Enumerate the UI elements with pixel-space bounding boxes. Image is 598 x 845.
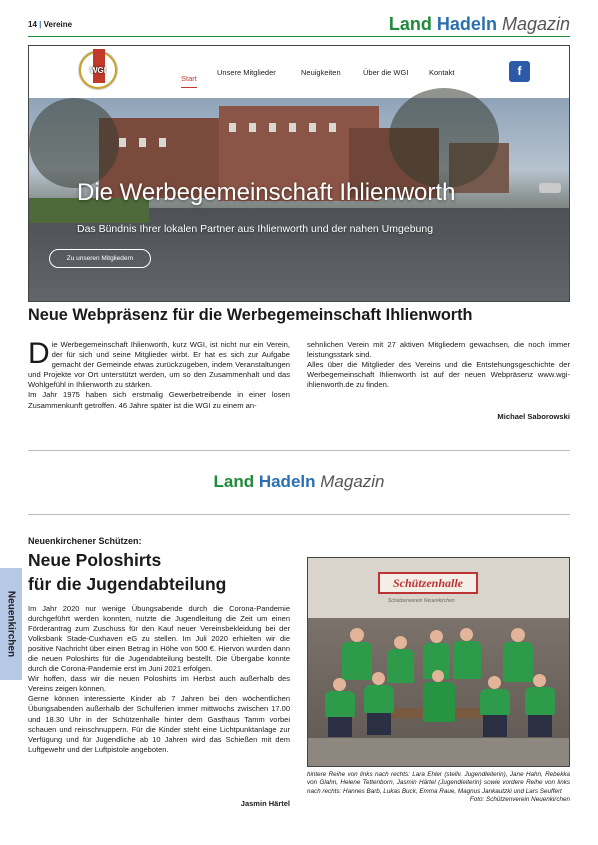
page-header: 14 | Vereine (28, 20, 73, 29)
website-screenshot (28, 45, 570, 302)
article1-col1 (28, 337, 290, 411)
site-logo-text: WGI (90, 66, 106, 75)
article1-para3: sehnlichen Verein mit 27 aktiven Mitgliedern gewachsen, die noch immer leistungsstark sind. (307, 340, 570, 360)
section-label: Vereine (43, 20, 73, 29)
side-tab-label: Neuenkirchen (5, 590, 17, 658)
side-tab (0, 568, 22, 680)
page-number: 14 (28, 20, 37, 29)
header-logo (389, 14, 570, 35)
logo-land: Land (388, 14, 432, 34)
divider-top (28, 450, 570, 451)
photo-caption: hintere Reihe von links nach rechts: Lara Ehler (stellv. Jugendleiterin), Jane Hahn, Rebekka von Glahn, Helene Tettenborn, Jasmin Härtel (Jugendleiterin) sowie vordere Reihe von links nach rechts: Hannes Barb, Lukas Buck, Emma Raue, Magnus Jankautzki und Lars Seuffert Foto: Schützenverein Neuenkirchen (307, 771, 570, 804)
article2-para2: Wir hoffen, dass wir die neuen Poloshirts im Herbst auch außerhalb des Vereins zeigen können. (28, 674, 290, 694)
article1-headline: Neue Webpräsenz für die Werbegemeinschaft Ihlienworth (28, 306, 473, 324)
article1-col2 (307, 340, 570, 390)
header-rule (28, 36, 570, 37)
nav-mitglieder[interactable]: Unsere Mitglieder (217, 68, 276, 77)
hero-title: Die Werbegemeinschaft Ihlienworth (77, 179, 456, 206)
article1-para1: ie Werbegemeinschaft Ihlienworth, kurz WGI, ist nicht nur ein Verein, der für sich und seine Mitglieder wirbt. Er hat es sich zur Aufgabe gemacht der Gemeinde etwas zurückzugeben, indem Veranstaltungen und Projekte vor Ort unterstützt werden, um so den Zusammenhalt und das Wohlgefühl in Ihlienworth zu stärken. (28, 340, 290, 390)
site-logo-badge (79, 51, 117, 89)
article2-para3: Gerne können interessierte Kinder ab 7 Jahren bei den wöchentlichen Übungsabenden außerhalb der Schulferien immer mittwochs zwischen 17.00 und 18.30 Uhr in der Schützenhalle hinter dem Gasthaus Tamm vorbei schauen und reinschnuppern. Für die Kinder steht eine Lichtpunktanlage zur Verfügung und für Jugendliche ab 10 Jahren wird das Schießen mit dem Luftgewehr und der Luftpistole angeboten. (28, 694, 290, 754)
middle-logo: Land Hadeln Magazin (213, 472, 385, 491)
nav-kontakt[interactable]: Kontakt (429, 68, 455, 77)
article2-headline-1: Neue Poloshirts (28, 550, 162, 570)
group-photo (307, 557, 570, 767)
article2-kicker: Neuenkirchener Schützen: (28, 536, 142, 546)
photo-sign: Schützenhalle (378, 572, 478, 594)
logo-hadeln: Hadeln (436, 14, 497, 34)
facebook-icon[interactable]: f (509, 61, 530, 82)
nav-neuigkeiten[interactable]: Neuigkeiten (301, 68, 341, 77)
hero-subtitle: Das Bündnis Ihrer lokalen Partner aus Ihlienworth und der nahen Umgebung (77, 223, 434, 235)
article1-author: Michael Saborowski (497, 412, 570, 421)
article1-para2: Im Jahr 1975 haben sich erstmalig Gewerbetreibende in einer losen Zusammenkunft getroffen. 46 Jahre später ist die WGI zu einem an- (28, 390, 290, 410)
divider-bottom (28, 514, 570, 515)
article2-para1: Im Jahr 2020 nur wenige Übungsabende durch die Corona-Pandemie durchgeführt werden konnten, nutzte die Jugendleitung die Zeit um einen Förderantrag zum Zuschuss für den Kauf neuer Vereinsbekleidung bei der Volksbank Stade-Cuxhaven eG zu stellen. Im Juli 2020 erhielten wir die positive Nachricht über einen Betrag in Höhe von 500 €. Hiervon wurden dann die neuen Poloshirts für die Jugendabteilung bestellt. Die Übergabe konnte durch die Corona-Pandemie erst im Juni 2021 erfolgen. (28, 604, 290, 674)
hero-cta-button[interactable]: Zu unseren Mitgliedern (49, 249, 151, 268)
article2-author: Jasmin Härtel (240, 799, 290, 808)
site-nav (181, 68, 455, 88)
article1-para4: Alles über die Mitglieder des Vereins und die Entstehungsgeschichte der Werbegemeinschaft Ihlienworth ist auf der neuen Webpräsenz www.wgi-ihlienworth.de zu finden. (307, 360, 570, 390)
article2-body (28, 604, 290, 755)
logo-magazin: Magazin (501, 14, 570, 34)
article2-headline-2: für die Jugendabteilung (28, 574, 227, 594)
dropcap: D (28, 337, 50, 370)
nav-ueber[interactable]: Über die WGI (363, 68, 409, 77)
photo-credit: Foto: Schützenverein Neuenkirchen (469, 796, 570, 804)
nav-start[interactable]: Start (181, 74, 197, 88)
photo-sign-sub: Schützenverein Neuenkirchen (388, 598, 455, 604)
